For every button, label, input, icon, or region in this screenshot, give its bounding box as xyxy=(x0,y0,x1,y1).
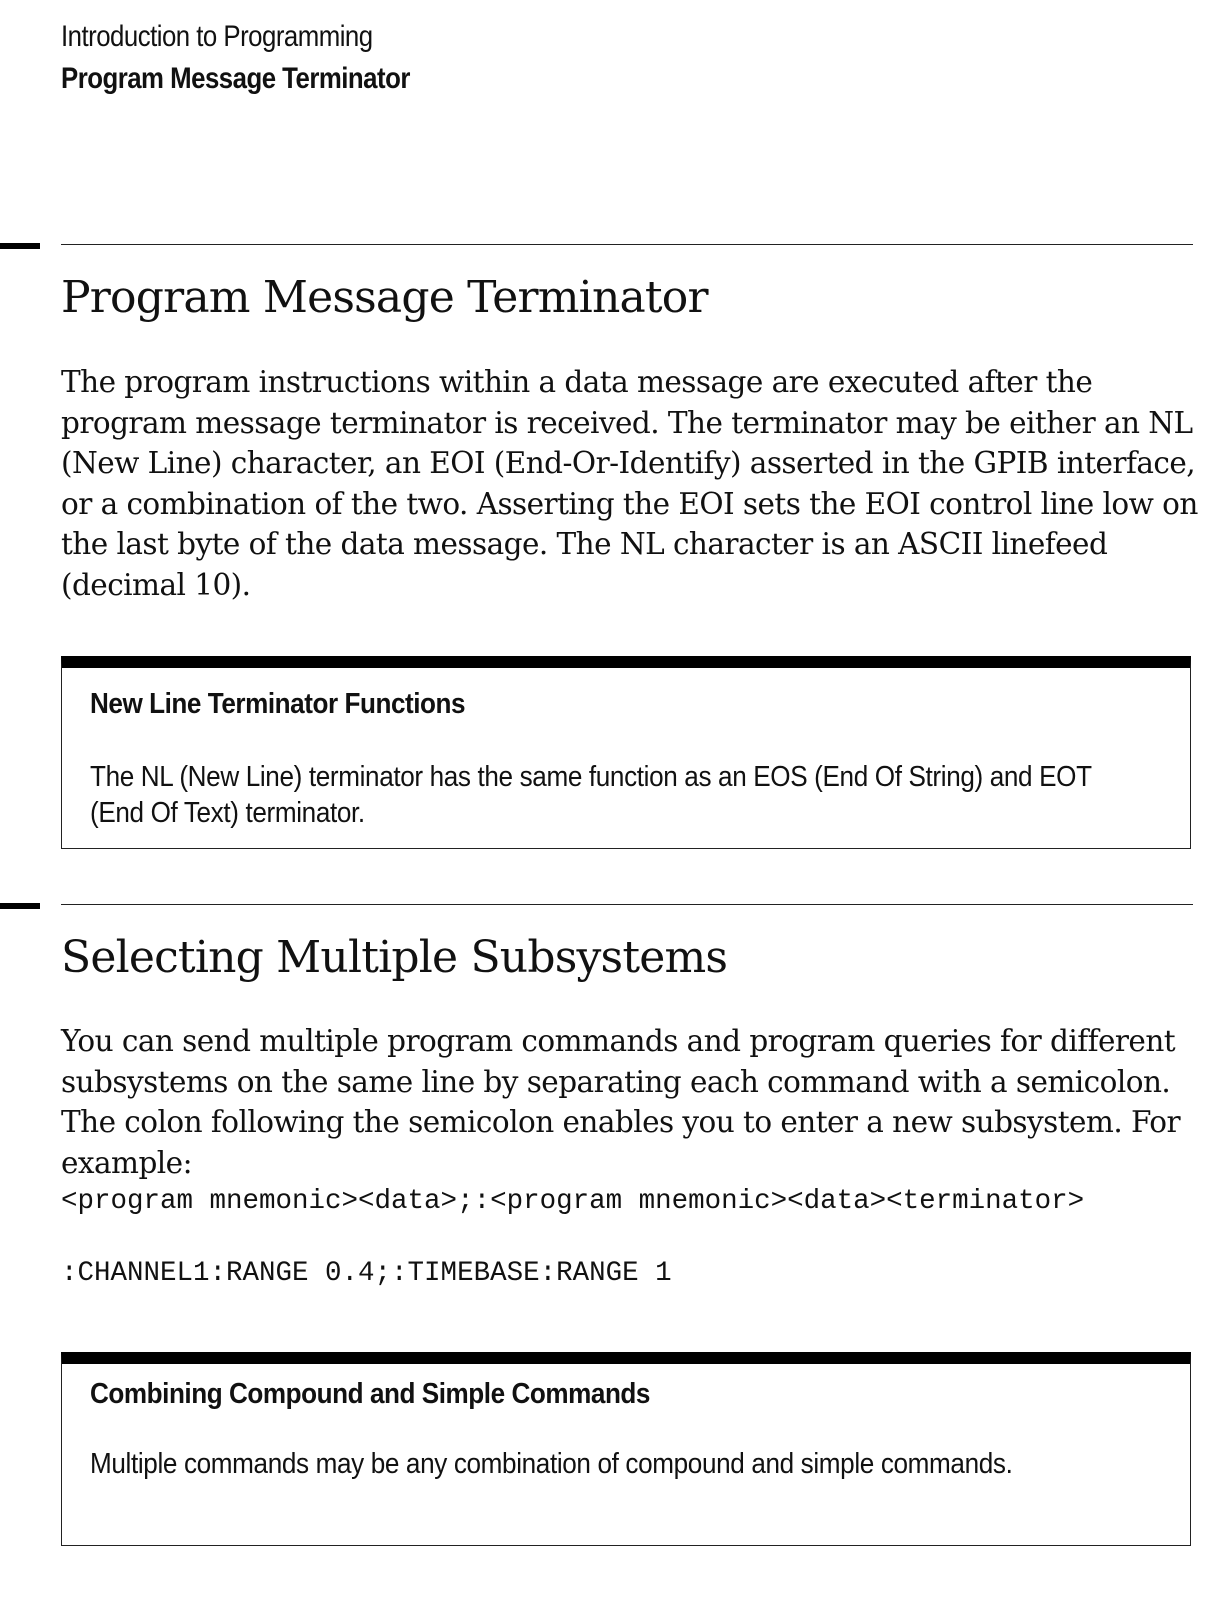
running-section-title: Program Message Terminator xyxy=(61,62,410,95)
running-header xyxy=(61,16,410,100)
syntax-code: <program mnemonic><data>;:<program mnemonic><data><terminator> xyxy=(61,1186,1085,1217)
example-code: :CHANNEL1:RANGE 0.4;:TIMEBASE:RANGE 1 xyxy=(61,1258,672,1289)
note-box xyxy=(61,1352,1191,1546)
section-marker xyxy=(0,903,40,909)
section-divider xyxy=(61,244,1193,245)
section-heading: Selecting Multiple Subsystems xyxy=(61,932,728,983)
section-paragraph: You can send multiple program commands and program queries for different subsystems on the same line by separating each command with a semicolon. The colon following the semicolon enables you to enter a new subsystem. For example: xyxy=(61,1024,1181,1180)
note-title: Combining Compound and Simple Commands xyxy=(90,1378,650,1410)
section-paragraph: The program instructions within a data message are executed after the program message terminator is received. The terminator may be either an NL (New Line) character, an EOI (End-Or-Identify) asserted in the GPIB interface, or a combination of the two. Asserting the EOI sets the EOI control line low on the last byte of the data message. The NL character is an ASCII linefeed (decimal 10). xyxy=(61,365,1198,602)
section-marker xyxy=(0,243,40,249)
note-title: New Line Terminator Functions xyxy=(90,688,466,720)
section-heading: Program Message Terminator xyxy=(61,272,708,323)
chapter-title: Introduction to Programming xyxy=(61,20,373,53)
note-box xyxy=(61,656,1191,849)
note-text: The NL (New Line) terminator has the same function as an EOS (End Of String) and EOT (End Of Text) terminator. xyxy=(90,761,1092,829)
note-text: Multiple commands may be any combination of compound and simple commands. xyxy=(90,1448,1013,1480)
section-divider xyxy=(61,904,1193,905)
